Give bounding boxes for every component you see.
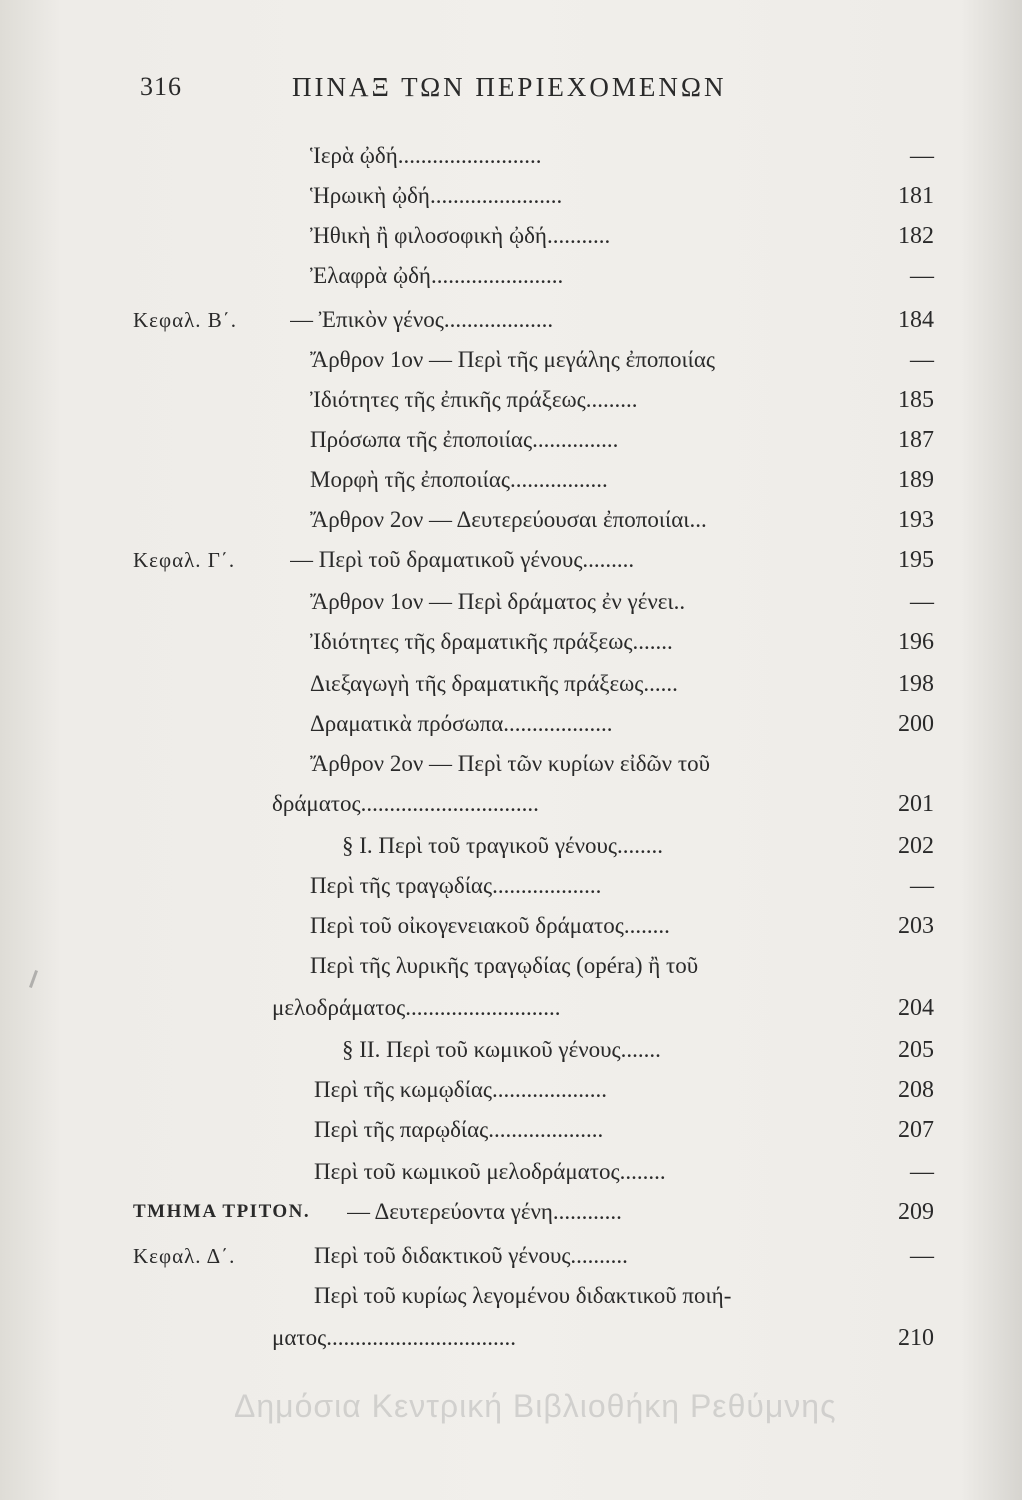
toc-entry-title: § I. Περὶ τοῦ τραγικοῦ γένους........ <box>342 833 664 858</box>
toc-entry-title: Ἱερὰ ᾠδή......................... <box>310 143 542 168</box>
toc-entry-page: 196 <box>898 629 934 655</box>
toc-entry <box>0 826 1022 866</box>
toc-entry <box>0 1318 1022 1358</box>
toc-entry <box>0 1110 1022 1150</box>
toc-entry-title: Δραματικὰ πρόσωπα................... <box>310 711 613 736</box>
toc-entry-title: δράματος............................... <box>272 791 539 816</box>
toc-entry <box>0 216 1022 256</box>
toc-entry-title: Περὶ τοῦ κυρίως λεγομένου διδακτικοῦ ποιή- <box>314 1283 732 1308</box>
toc-entry-title: μελοδράματος........................... <box>272 995 561 1020</box>
toc-entry-label: Κεφαλ. Δ΄. <box>133 1244 236 1268</box>
toc-entry-page: 205 <box>898 1037 934 1063</box>
toc-entry-title: Περὶ τοῦ οἰκογενειακοῦ δράματος........ <box>310 913 670 938</box>
toc-entry-label: ΤΜΗΜΑ ΤΡΙΤΟΝ. <box>133 1201 311 1222</box>
toc-entry-page: 189 <box>898 467 934 493</box>
toc-entry <box>0 340 1022 380</box>
toc-entry-page: — <box>910 589 934 615</box>
toc-entry <box>0 1070 1022 1110</box>
toc-entry-page: — <box>910 347 934 373</box>
toc-entry-title: Ἰδιότητες τῆς δραματικῆς πράξεως....... <box>310 629 673 654</box>
toc-entry-title: Μορφὴ τῆς ἐποποιίας................. <box>310 467 608 492</box>
toc-entry <box>0 1192 1022 1232</box>
toc-entry-page: 208 <box>898 1077 934 1103</box>
toc-entry-page: 182 <box>898 223 934 249</box>
toc-entry-page: 200 <box>898 711 934 737</box>
toc-entry-page: 209 <box>898 1199 934 1225</box>
toc-entry-page: — <box>910 1243 934 1269</box>
toc-entry-title: § II. Περὶ τοῦ κωμικοῦ γένους....... <box>342 1037 661 1062</box>
toc-entry-page: 210 <box>898 1325 934 1351</box>
toc-entry <box>0 460 1022 500</box>
toc-entry-title: Διεξαγωγὴ τῆς δραματικῆς πράξεως...... <box>310 671 678 696</box>
toc-entry <box>0 540 1022 580</box>
toc-entry-title: Ἄρθρον 1ον — Περὶ τῆς μεγάλης ἐποποιίας <box>310 347 715 372</box>
running-title: ΠΙΝΑΞ ΤΩΝ ΠΕΡΙΕΧΟΜΕΝΩΝ <box>292 72 727 102</box>
toc-entry-page: — <box>910 1159 934 1185</box>
toc-entry <box>0 500 1022 540</box>
toc-entry-page: 193 <box>898 507 934 533</box>
toc-entry-page: 195 <box>898 547 934 573</box>
toc-entry-page: 187 <box>898 427 934 453</box>
toc-entry-title: Περὶ τῆς τραγῳδίας................... <box>310 873 602 898</box>
toc-entry-title: — Περὶ τοῦ δραματικοῦ γένους......... <box>290 547 635 572</box>
toc-entry-page: 185 <box>898 387 934 413</box>
toc-entry <box>0 744 1022 784</box>
toc-entry-page: 204 <box>898 995 934 1021</box>
toc-entry-page: 181 <box>898 183 934 209</box>
toc-entry-page: — <box>910 143 934 169</box>
toc-entry-title: Ἰδιότητες τῆς ἐπικῆς πράξεως......... <box>310 387 638 412</box>
toc-entry <box>0 380 1022 420</box>
toc-entry-title: Περὶ τῆς λυρικῆς τραγῳδίας (opéra) ἢ τοῦ <box>310 953 699 978</box>
library-watermark: Δημόσια Κεντρική Βιβλιοθήκη Ρεθύμνης <box>234 1388 837 1424</box>
toc-entry <box>0 866 1022 906</box>
toc-entry <box>0 988 1022 1028</box>
toc-entry <box>0 1152 1022 1192</box>
toc-entry <box>0 300 1022 340</box>
toc-entry-page: 198 <box>898 671 934 697</box>
toc-entry-label: Κεφαλ. Γ΄. <box>133 548 236 572</box>
toc-entry-title: Ἠθικὴ ἢ φιλοσοφικὴ ᾠδή........... <box>310 223 611 248</box>
toc-entry-title: Περὶ τοῦ κωμικοῦ μελοδράματος........ <box>314 1159 666 1184</box>
page-header <box>0 72 1022 112</box>
toc-entry-title: Ἡρωικὴ ᾠδή....................... <box>310 183 563 208</box>
toc-entry <box>0 136 1022 176</box>
toc-entry-title: Περὶ τῆς παρῳδίας.................... <box>314 1117 604 1142</box>
toc-entry-label: Κεφαλ. Β΄. <box>133 308 238 332</box>
toc-entry-page: — <box>910 873 934 899</box>
toc-entry <box>0 784 1022 824</box>
toc-entry <box>0 664 1022 704</box>
toc-entry <box>0 256 1022 296</box>
toc-entry-title: Ἄρθρον 2ον — Περὶ τῶν κυρίων εἰδῶν τοῦ <box>310 751 710 776</box>
toc-entry-page: 201 <box>898 791 934 817</box>
toc-entry-title: — Ἐπικὸν γένος................... <box>290 307 554 332</box>
toc-entry <box>0 946 1022 986</box>
toc-entry <box>0 906 1022 946</box>
toc-entry-title: ματος................................. <box>272 1325 516 1350</box>
toc-entry <box>0 1276 1022 1316</box>
toc-entry-title: Περὶ τοῦ διδακτικοῦ γένους.......... <box>314 1243 628 1268</box>
toc-entry-title: — Δευτερεύοντα γένη............ <box>347 1199 622 1224</box>
toc-entry <box>0 1030 1022 1070</box>
toc-entry <box>0 1236 1022 1276</box>
toc-entry <box>0 704 1022 744</box>
toc-entry-page: 203 <box>898 913 934 939</box>
toc-entry <box>0 420 1022 460</box>
toc-entry-title: Ἄρθρον 1ον — Περὶ δράματος ἐν γένει.. <box>310 589 686 614</box>
toc-entry-title: Ἐλαφρὰ ᾠδή....................... <box>310 263 564 288</box>
toc-entry-page: 207 <box>898 1117 934 1143</box>
page-number: 316 <box>140 72 182 101</box>
toc-entry-page: — <box>910 263 934 289</box>
toc-entry-page: 184 <box>898 307 934 333</box>
toc-entry-title: Περὶ τῆς κωμῳδίας.................... <box>314 1077 607 1102</box>
toc-entry <box>0 176 1022 216</box>
toc-entry-title: Ἄρθρον 2ον — Δευτερεύουσαι ἐποποιίαι... <box>310 507 707 532</box>
toc-entry <box>0 622 1022 662</box>
toc-entry <box>0 582 1022 622</box>
toc-entry-title: Πρόσωπα τῆς ἐποποιίας............... <box>310 427 619 452</box>
toc-entry-page: 202 <box>898 833 934 859</box>
